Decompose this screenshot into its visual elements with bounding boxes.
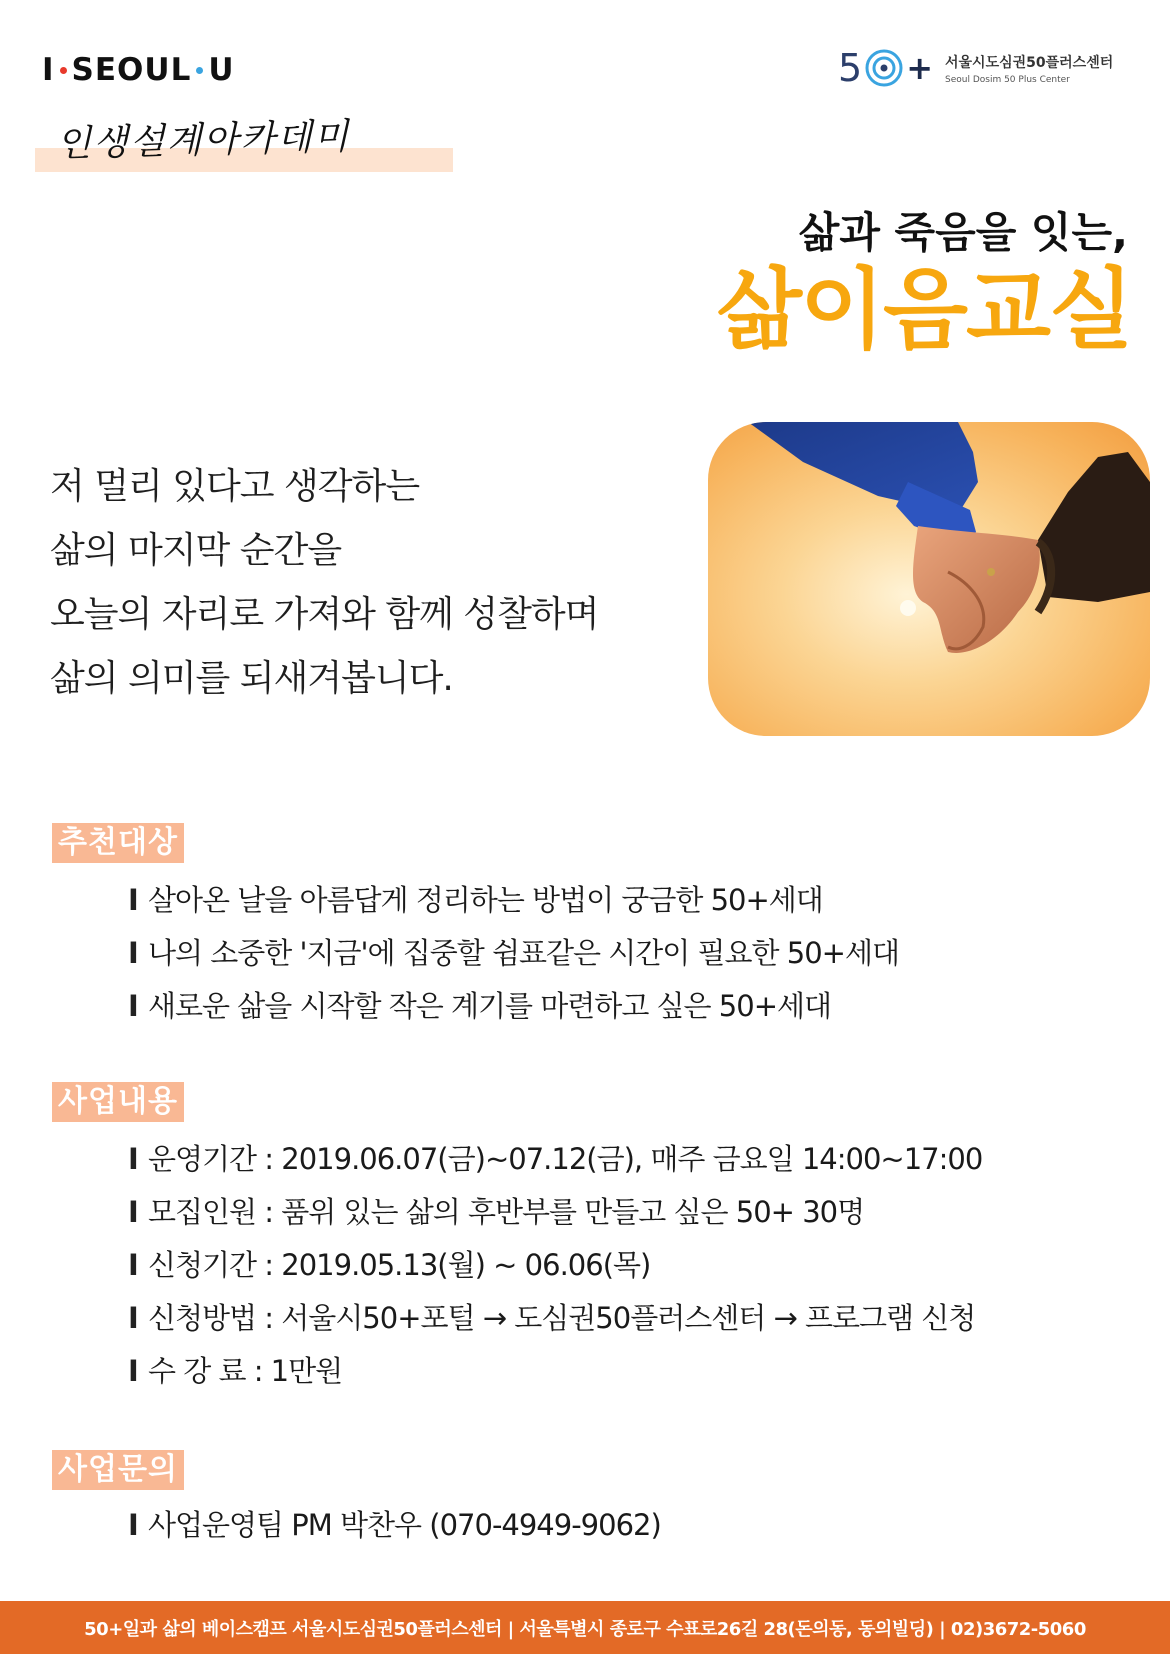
academy-label (35, 116, 453, 172)
logo-word-seoul: SEOUL (71, 52, 192, 88)
list-item-text: 신청기간 : 2019.05.13(월) ~ 06.06(목) (148, 1248, 651, 1282)
bullet-bar: I (128, 1142, 138, 1176)
list-item (128, 1133, 982, 1186)
page-title: 삶이음교실 (716, 258, 1132, 361)
intro-line: 삶의 마지막 순간을 (50, 530, 342, 571)
section-tag-content: 사업내용 (52, 1082, 184, 1122)
bullet-bar: I (128, 1354, 138, 1388)
list-item-text: 운영기간 : 2019.06.07(금)~07.12(금), 매주 금요일 14:00~17:00 (148, 1142, 983, 1176)
target-list (128, 874, 899, 1033)
center-name-korean: 서울시도심권50플러스센터 (945, 54, 1114, 71)
logo-plus-sign: + (906, 49, 933, 87)
list-item-text: 사업운영팀 PM 박찬우 (070-4949-9062) (148, 1508, 661, 1542)
center-name (945, 52, 1113, 85)
academy-label-text: 인생설계아카데미 (55, 116, 352, 166)
logo-dot-red (60, 67, 67, 74)
footer-bar (0, 1601, 1170, 1654)
list-item (128, 980, 899, 1033)
list-item (128, 1499, 661, 1552)
bullet-bar: I (128, 989, 138, 1023)
section-tag-contact: 사업문의 (52, 1450, 184, 1490)
subtitle: 삶과 죽음을 잇는, (798, 208, 1128, 257)
bullet-bar: I (128, 936, 138, 970)
target-ring-icon (864, 48, 904, 88)
list-item (128, 1186, 982, 1239)
list-item-text: 수 강 료 : 1만원 (148, 1354, 343, 1388)
list-item (128, 1345, 982, 1398)
bullet-bar: I (128, 1248, 138, 1282)
list-item-text: 새로운 삶을 시작할 작은 계기를 마련하고 싶은 50+세대 (148, 989, 832, 1023)
intro-line: 오늘의 자리로 가져와 함께 성찰하며 (50, 594, 599, 635)
intro-paragraph (50, 455, 690, 711)
bullet-bar: I (128, 1508, 138, 1542)
dosim-50plus-center-logo (838, 48, 1113, 88)
list-item-text: 살아온 날을 아름답게 정리하는 방법이 궁금한 50+세대 (148, 883, 823, 917)
intro-line: 삶의 의미를 되새겨봅니다. (50, 658, 453, 699)
contact-list (128, 1499, 661, 1552)
intro-line: 저 멀리 있다고 생각하는 (50, 466, 420, 507)
section-tag-target: 추천대상 (52, 823, 184, 863)
list-item (128, 927, 899, 980)
logo-letter-u: U (208, 52, 235, 88)
list-item-text: 신청방법 : 서울시50+포털 → 도심권50플러스센터 → 프로그램 신청 (148, 1301, 976, 1335)
list-item (128, 874, 899, 927)
content-list (128, 1133, 982, 1398)
list-item (128, 1239, 982, 1292)
bullet-bar: I (128, 1195, 138, 1229)
list-item-text: 모집인원 : 품위 있는 삶의 후반부를 만들고 싶은 50+ 30명 (148, 1195, 865, 1229)
holding-hands-photo (708, 422, 1150, 736)
footer-text: 50+일과 삶의 베이스캠프 서울시도심권50플러스센터 | 서울특별시 종로구 수표로26길 28(돈의동, 동의빌딩) | 02)3672-5060 (84, 1618, 1086, 1640)
i-seoul-u-logo (42, 52, 235, 88)
bullet-bar: I (128, 883, 138, 917)
logo-letter-i: I (42, 52, 55, 88)
bullet-bar: I (128, 1301, 138, 1335)
list-item-text: 나의 소중한 '지금'에 집중할 쉼표같은 시간이 필요한 50+세대 (148, 936, 899, 970)
list-item (128, 1292, 982, 1345)
logo-number-five: 5 (838, 46, 863, 90)
logo-dot-blue (196, 67, 203, 74)
center-name-english: Seoul Dosim 50 Plus Center (945, 74, 1070, 85)
